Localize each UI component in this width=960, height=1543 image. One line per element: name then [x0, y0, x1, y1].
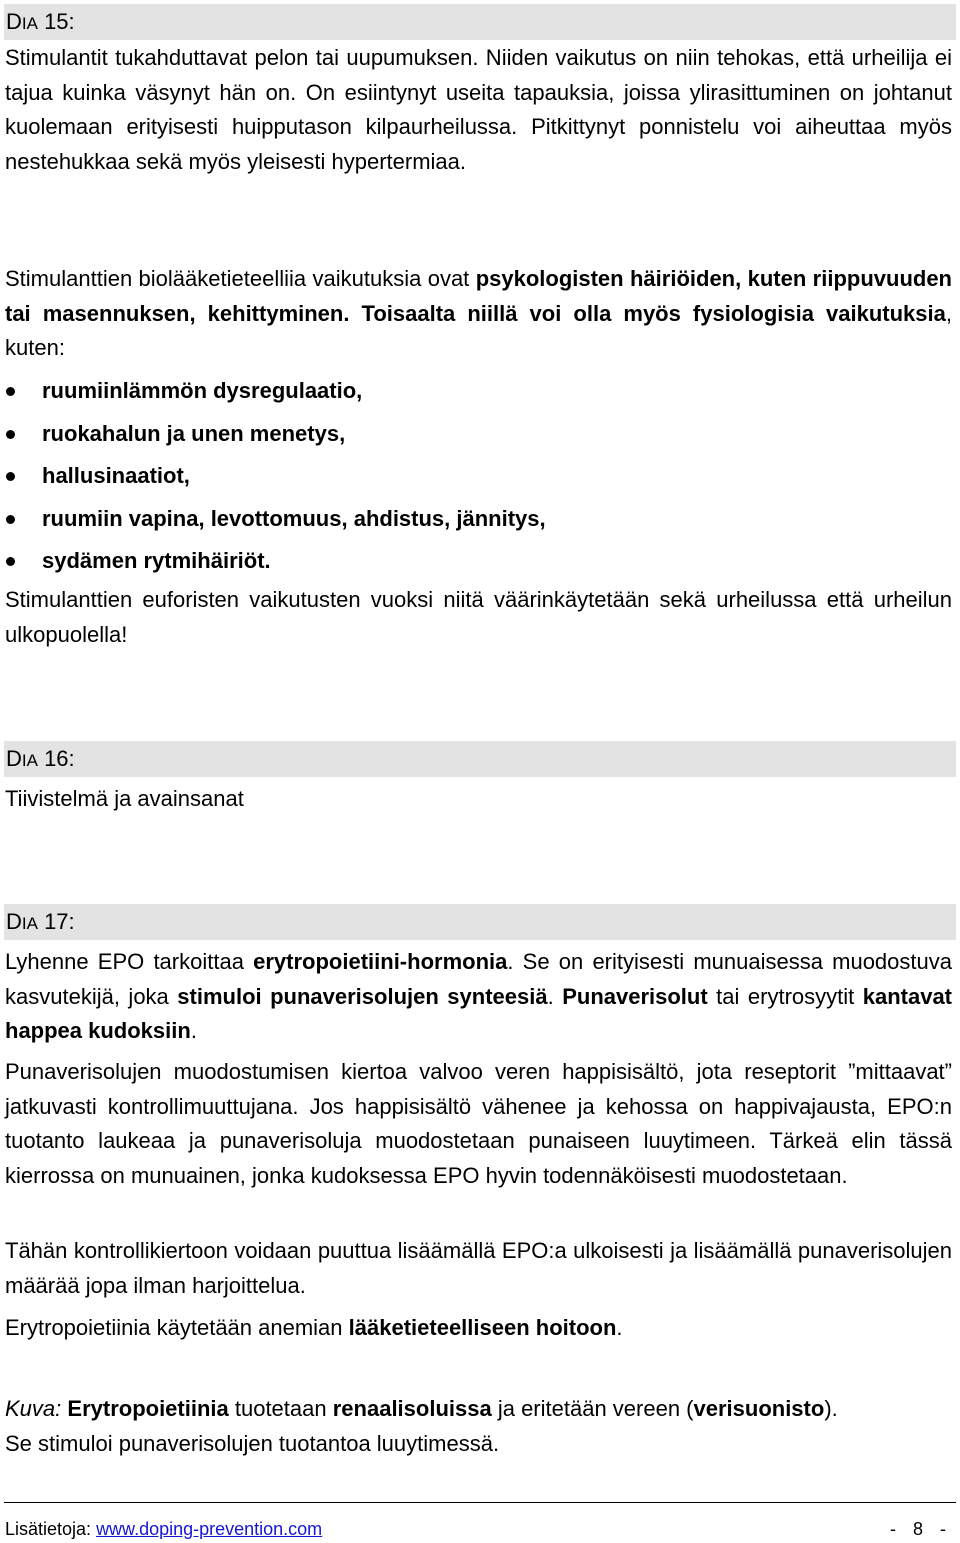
bullet-icon: [6, 430, 15, 439]
dia-17-p4-text: Erytropoietiinia käytetään anemian: [5, 1315, 349, 1340]
list-item: [5, 370, 952, 413]
bullet-icon: [6, 557, 15, 566]
list-item: [5, 455, 952, 498]
dia-17-p1-bold-oxygen: kantavat happea kudoksiin: [5, 983, 953, 1043]
bullet-text: ruokahalun ja unen menetys,: [42, 420, 346, 446]
dia-15-paragraph-3: Stimulanttien euforisten vaikutusten vuoksi niitä väärinkäytetään sekä urheilussa että urheilun ulkopuolella!: [5, 587, 952, 647]
page-number: - 8 -: [889, 1519, 952, 1539]
dia-15-bullet-list: [5, 370, 952, 583]
bullet-text: ruumiinlämmön dysregulaatio,: [42, 378, 363, 403]
dia-15-title-ia: IA: [21, 14, 38, 33]
dia-15-paragraph-1: Stimulantit tukahduttavat pelon tai uupumuksen. Niiden vaikutus on niin tehokas, että urheilija ei tajua kuinka väsynyt hän on. On esiintynyt useita tapauksia, joissa ylirasittuminen on johtanut kuolemaan erityisesti huipputason kilpaurheilussa. Pitkittynyt ponnistelu voi aiheuttaa myös nestehukkaa sekä myös yleisesti hypertermiaa.: [5, 45, 952, 174]
dia-17-header: [4, 904, 956, 940]
dia-17-p1-text: .: [547, 983, 563, 1009]
dia-17-paragraph-1: [5, 945, 952, 1049]
dia-17-p1-text: tai erytrosyytit: [707, 983, 863, 1009]
dia-16-title-d: D: [6, 746, 22, 771]
caption-bold-epo: Erytropoietiinia: [67, 1396, 229, 1421]
dia-17-p1-bold-rbc: Punaverisolut: [562, 983, 708, 1009]
bullet-icon: [6, 515, 15, 524]
dia-17-p4-text: .: [616, 1315, 623, 1340]
caption-text: tuotetaan: [228, 1396, 333, 1421]
dia-15-header: [4, 4, 956, 40]
dia-15-title-num: 15:: [37, 9, 75, 34]
dia-15-title-d: D: [6, 9, 22, 34]
dia-15-p2-text-a: Stimulanttien biolääketieteelliia vaikutuksia ovat: [5, 266, 476, 291]
dia-17-p4-bold: lääketieteelliseen hoitoon: [348, 1315, 617, 1340]
dia-16-title-ia: IA: [21, 751, 38, 770]
footer-link[interactable]: www.doping-prevention.com: [96, 1519, 323, 1539]
dia-16-title-num: 16:: [37, 746, 75, 771]
caption-bold-renal: renaalisoluissa: [332, 1396, 492, 1421]
dia-16-paragraph-1: Tiivistelmä ja avainsanat: [5, 786, 244, 811]
caption-bold-vessels: verisuonisto: [693, 1396, 825, 1421]
dia-17-p1-text: Lyhenne EPO tarkoittaa: [5, 949, 254, 974]
list-item: [5, 413, 952, 456]
bullet-text: hallusinaatiot,: [42, 463, 190, 488]
dia-17-p1-text: .: [190, 1018, 197, 1043]
dia-17-p1-bold-epo: erytropoietiini-hormonia: [253, 949, 508, 974]
footer-label: Lisätietoja:: [5, 1519, 97, 1539]
bullet-icon: [6, 472, 15, 481]
dia-17-p1-text: . Se on erityisesti munuaisessa muodostuva kasvutekijä, joka: [5, 949, 952, 1009]
dia-15-p2-bold: psykologisten häiriöiden, kuten riippuvuuden tai masennuksen, kehittyminen. Toisaalta niillä voi olla myös fysiologisia vaikutuksia: [5, 266, 952, 326]
list-item: [5, 540, 952, 583]
dia-17-paragraph-3: Tähän kontrollikiertoon voidaan puuttua lisäämällä EPO:a ulkoisesti ja lisäämällä punaverisolujen määrää jopa ilman harjoittelua.: [5, 1238, 952, 1298]
dia-17-title-ia: IA: [21, 914, 38, 933]
bullet-text: ruumiin vapina, levottomuus, ahdistus, jännitys,: [42, 505, 546, 531]
dia-16-header: [4, 741, 956, 777]
dia-15-paragraph-2: [5, 262, 952, 366]
dia-15-p2-text-c: , kuten:: [5, 300, 952, 360]
dia-17-paragraph-2: Punaverisolujen muodostumisen kiertoa valvoo veren happisisältö, jota reseptorit ”mittaavat” jatkuvasti kontrollimuuttujana. Jos happisisältö vähenee ja kehossa on happivajausta, EPO:n tuotanto laukeaa ja punaverisoluja muodostetaan punaiseen luuytimeen. Tärkeä elin tässä kierrossa on munuainen, jonka kudoksessa EPO hyvin todennäköisesti muodostetaan.: [5, 1059, 952, 1188]
footer-info: [5, 1516, 322, 1542]
caption-text: ).: [824, 1396, 838, 1421]
caption-line-2: Se stimuloi punaverisolujen tuotantoa luuytimessä.: [5, 1430, 500, 1456]
dia-17-title-num: 17:: [37, 909, 75, 934]
bullet-text: sydämen rytmihäiriöt.: [42, 548, 271, 573]
dia-17-image-caption: [5, 1392, 952, 1461]
dia-17-title-d: D: [6, 909, 22, 934]
bullet-icon: [6, 387, 15, 396]
caption-label: Kuva:: [5, 1396, 62, 1421]
caption-text: ja eritetään vereen (: [491, 1396, 694, 1421]
dia-17-p1-bold-synthesis: stimuloi punaverisolujen synteesiä: [177, 983, 548, 1009]
footer-divider: [4, 1502, 956, 1503]
dia-17-paragraph-4: [5, 1311, 952, 1346]
list-item: [5, 498, 952, 541]
